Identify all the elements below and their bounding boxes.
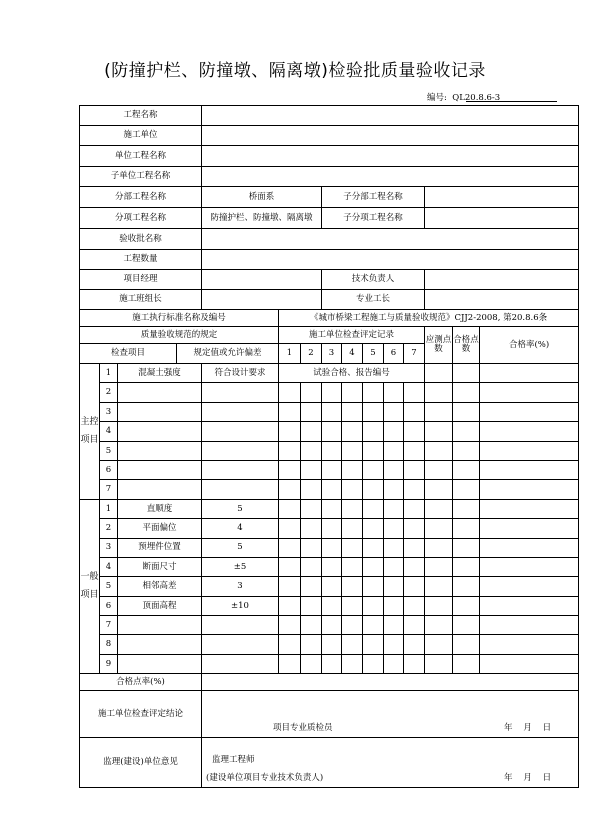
- check-cell[interactable]: [301, 422, 322, 441]
- check-cell[interactable]: [322, 499, 342, 518]
- spec-header: 质量验收规范的规定: [80, 327, 279, 344]
- check-cell[interactable]: [342, 402, 363, 421]
- pass-rate-label: 合格点率(%): [80, 674, 202, 691]
- supervision-row: [80, 738, 579, 788]
- check-cell[interactable]: [301, 441, 322, 460]
- unit-check-header: 施工单位检查评定记录: [279, 327, 425, 344]
- result-cell[interactable]: [453, 538, 480, 557]
- item-number: 6: [100, 460, 118, 479]
- check-cell[interactable]: [363, 499, 384, 518]
- check-cell[interactable]: [279, 519, 301, 538]
- division-project-value: 桥面系: [202, 187, 322, 208]
- pass-rate-header: 合格率(%): [480, 327, 579, 364]
- result-cell[interactable]: [453, 577, 480, 596]
- item-number: 6: [100, 596, 118, 615]
- item-name: 顶面高程: [118, 596, 202, 615]
- check-cell[interactable]: [363, 441, 384, 460]
- check-cell[interactable]: [363, 519, 384, 538]
- check-cell[interactable]: [404, 616, 425, 635]
- pass-points-header: 合格点数: [453, 327, 480, 364]
- result-cell[interactable]: [480, 383, 579, 402]
- item-number: 4: [100, 422, 118, 441]
- result-cell[interactable]: [480, 538, 579, 557]
- code-label: 编号:: [427, 93, 447, 103]
- project-manager-value[interactable]: [202, 270, 322, 290]
- item-name: [118, 402, 202, 421]
- result-cell[interactable]: [480, 422, 579, 441]
- check-cell[interactable]: [279, 577, 301, 596]
- result-cell[interactable]: [453, 402, 480, 421]
- tech-lead-value[interactable]: [425, 270, 579, 290]
- sub-item-label: 子分项工程名称: [322, 208, 425, 229]
- check-cell[interactable]: [279, 480, 301, 499]
- item-number: 4: [100, 557, 118, 576]
- general-group-label: 一般项目: [80, 499, 100, 674]
- check-cell[interactable]: [279, 499, 301, 518]
- item-number: 2: [100, 383, 118, 402]
- main-item-row: [80, 422, 579, 441]
- item-name: [118, 383, 202, 402]
- item-number: 1: [100, 364, 118, 383]
- result-cell[interactable]: [480, 654, 579, 673]
- check-cell[interactable]: [363, 480, 384, 499]
- item-tolerance: [202, 402, 279, 421]
- item-name: 断面尺寸: [118, 557, 202, 576]
- item-name: 相邻高差: [118, 577, 202, 596]
- check-cell[interactable]: [342, 577, 363, 596]
- check-cell[interactable]: [301, 460, 322, 479]
- check-col-header: 3: [322, 344, 342, 364]
- sub-unit-project-value[interactable]: [202, 167, 579, 187]
- result-cell[interactable]: [453, 422, 480, 441]
- item-tolerance: [202, 441, 279, 460]
- item-number: 2: [100, 519, 118, 538]
- result-cell[interactable]: [425, 422, 453, 441]
- check-cell[interactable]: [322, 557, 342, 576]
- division-project-label: 分部工程名称: [80, 187, 202, 208]
- result-cell[interactable]: [480, 460, 579, 479]
- unit-project-label: 单位工程名称: [80, 146, 202, 167]
- item-tolerance: ±10: [202, 596, 279, 615]
- item-number: 3: [100, 538, 118, 557]
- tolerance-header: 规定值或允许偏差: [177, 344, 279, 364]
- check-cell[interactable]: [404, 654, 425, 673]
- result-cell[interactable]: [453, 557, 480, 576]
- check-cell[interactable]: [404, 441, 425, 460]
- item-name: 直顺度: [118, 499, 202, 518]
- check-cell[interactable]: [363, 557, 384, 576]
- result-cell[interactable]: [425, 557, 453, 576]
- item-number: 7: [100, 480, 118, 499]
- check-col-header: 6: [384, 344, 404, 364]
- check-cell[interactable]: [363, 383, 384, 402]
- result-cell[interactable]: [425, 538, 453, 557]
- general-item-row: [80, 519, 579, 538]
- item-name: 平面偏位: [118, 519, 202, 538]
- check-cell[interactable]: [363, 596, 384, 615]
- foreman-value[interactable]: [425, 290, 579, 310]
- item-name: [118, 480, 202, 499]
- check-cell[interactable]: [342, 460, 363, 479]
- result-cell[interactable]: [425, 519, 453, 538]
- check-cell[interactable]: [363, 538, 384, 557]
- standard-value: 《城市桥梁工程施工与质量验收规范》CJJ2-2008, 第20.8.6条: [279, 310, 579, 327]
- check-cell[interactable]: [279, 635, 301, 654]
- check-cell[interactable]: [384, 383, 404, 402]
- main-item-row: [80, 383, 579, 402]
- check-cell[interactable]: [301, 538, 322, 557]
- check-cell[interactable]: [363, 635, 384, 654]
- check-cell[interactable]: [404, 596, 425, 615]
- check-cell[interactable]: [384, 616, 404, 635]
- item-tolerance: 5: [202, 538, 279, 557]
- check-cell[interactable]: [279, 596, 301, 615]
- quantity-value[interactable]: [202, 250, 579, 270]
- check-cell[interactable]: [342, 441, 363, 460]
- code-underline: [466, 101, 557, 102]
- sub-division-label: 子分部工程名称: [322, 187, 425, 208]
- check-cell[interactable]: [342, 538, 363, 557]
- result-cell[interactable]: [480, 635, 579, 654]
- result-cell[interactable]: [453, 654, 480, 673]
- item-tolerance: [202, 383, 279, 402]
- tech-lead-label: 技术负责人: [322, 270, 425, 290]
- owner-label: (建设单位项目专业技术负责人): [206, 773, 324, 784]
- item-number: 3: [100, 402, 118, 421]
- item-tolerance: 符合设计要求: [202, 364, 279, 383]
- quantity-label: 工程数量: [80, 250, 202, 270]
- supervision-label: 监理(建设)单位意见: [80, 738, 202, 788]
- item-tolerance: [202, 460, 279, 479]
- check-cell[interactable]: [279, 654, 301, 673]
- team-leader-value[interactable]: [202, 290, 322, 310]
- item-number: 9: [100, 654, 118, 673]
- check-cell[interactable]: [404, 499, 425, 518]
- check-cell[interactable]: [363, 422, 384, 441]
- check-cell[interactable]: [279, 460, 301, 479]
- conclusion-date: 年 月 日: [504, 723, 552, 734]
- item-name: 预埋件位置: [118, 538, 202, 557]
- result-cell[interactable]: [425, 383, 453, 402]
- item-tolerance: [202, 654, 279, 673]
- item-number: 5: [100, 577, 118, 596]
- check-cell[interactable]: [322, 441, 342, 460]
- sub-division-value[interactable]: [425, 187, 579, 208]
- project-manager-label: 项目经理: [80, 270, 202, 290]
- item-tolerance: [202, 422, 279, 441]
- check-cell[interactable]: [342, 596, 363, 615]
- result-cell[interactable]: [453, 616, 480, 635]
- inspector-label: 项目专业质检员: [273, 723, 333, 734]
- item-project-label: 分项工程名称: [80, 208, 202, 229]
- general-item-row: [80, 577, 579, 596]
- check-cell[interactable]: [279, 383, 301, 402]
- result-cell[interactable]: [425, 616, 453, 635]
- check-cell[interactable]: [384, 499, 404, 518]
- main-item-row: [80, 441, 579, 460]
- item-tolerance: [202, 635, 279, 654]
- check-cell[interactable]: [404, 402, 425, 421]
- check-cell[interactable]: [322, 616, 342, 635]
- check-cell[interactable]: [342, 519, 363, 538]
- result-cell[interactable]: [480, 499, 579, 518]
- general-item-row: [80, 635, 579, 654]
- check-cell[interactable]: [301, 616, 322, 635]
- general-item-row: [80, 596, 579, 615]
- general-item-row: [80, 538, 579, 557]
- item-tolerance: [202, 616, 279, 635]
- check-cell[interactable]: [322, 460, 342, 479]
- result-cell[interactable]: [425, 577, 453, 596]
- check-cell[interactable]: [279, 441, 301, 460]
- result-cell[interactable]: [425, 635, 453, 654]
- check-cell[interactable]: [301, 596, 322, 615]
- project-name-value[interactable]: [202, 106, 579, 126]
- check-cell[interactable]: [342, 635, 363, 654]
- check-cell[interactable]: [301, 519, 322, 538]
- result-cell[interactable]: [480, 364, 579, 383]
- item-number: 7: [100, 616, 118, 635]
- item-name: [118, 460, 202, 479]
- conclusion-label: 施工单位检查评定结论: [80, 691, 202, 738]
- result-cell[interactable]: [453, 441, 480, 460]
- result-cell[interactable]: [480, 616, 579, 635]
- check-cell[interactable]: [322, 538, 342, 557]
- item-name: [118, 654, 202, 673]
- check-cell[interactable]: [384, 557, 404, 576]
- construction-unit-label: 施工单位: [80, 126, 202, 146]
- item-name: [118, 422, 202, 441]
- check-cell[interactable]: [279, 422, 301, 441]
- general-item-row: [80, 654, 579, 673]
- check-cell[interactable]: [342, 383, 363, 402]
- check-cell[interactable]: [301, 654, 322, 673]
- check-col-header: 2: [301, 344, 322, 364]
- result-cell[interactable]: [480, 519, 579, 538]
- conclusion-area[interactable]: [202, 691, 579, 738]
- project-name-label: 工程名称: [80, 106, 202, 126]
- check-cell[interactable]: [404, 383, 425, 402]
- check-cell[interactable]: [322, 383, 342, 402]
- pass-rate-row: [80, 674, 579, 691]
- check-cell[interactable]: [301, 383, 322, 402]
- general-item-row: [80, 616, 579, 635]
- result-cell[interactable]: [453, 596, 480, 615]
- check-cell[interactable]: [384, 441, 404, 460]
- check-cell[interactable]: [384, 596, 404, 615]
- general-item-row: [80, 557, 579, 576]
- check-cell[interactable]: [404, 635, 425, 654]
- check-cell[interactable]: [384, 635, 404, 654]
- item-tolerance: [202, 480, 279, 499]
- general-item-row: [80, 499, 579, 518]
- check-cell[interactable]: [322, 480, 342, 499]
- check-cell[interactable]: [342, 557, 363, 576]
- check-cell[interactable]: [384, 422, 404, 441]
- result-cell[interactable]: [480, 402, 579, 421]
- check-cell[interactable]: [301, 577, 322, 596]
- item-tolerance: 4: [202, 519, 279, 538]
- check-cell[interactable]: [322, 596, 342, 615]
- check-cell[interactable]: [322, 654, 342, 673]
- conclusion-row: [80, 691, 579, 738]
- standard-label: 施工执行标准名称及编号: [80, 310, 279, 327]
- item-name: [118, 441, 202, 460]
- check-cell[interactable]: [322, 519, 342, 538]
- check-cell[interactable]: [279, 557, 301, 576]
- item-tolerance: 3: [202, 577, 279, 596]
- result-cell[interactable]: [453, 635, 480, 654]
- item-record: 试验合格、报告编号: [279, 364, 425, 383]
- check-cell[interactable]: [363, 616, 384, 635]
- main-group-label: 主控项目: [80, 364, 100, 500]
- item-tolerance: ±5: [202, 557, 279, 576]
- main-item-row: [80, 480, 579, 499]
- batch-name-value[interactable]: [202, 229, 579, 250]
- check-cell[interactable]: [342, 616, 363, 635]
- check-cell[interactable]: [301, 635, 322, 654]
- result-cell[interactable]: [425, 441, 453, 460]
- check-cell[interactable]: [363, 654, 384, 673]
- should-points-header: 应测点数: [425, 327, 453, 364]
- check-col-header: 5: [363, 344, 384, 364]
- result-cell[interactable]: [425, 480, 453, 499]
- check-cell[interactable]: [363, 460, 384, 479]
- check-col-header: 4: [342, 344, 363, 364]
- check-cell[interactable]: [384, 480, 404, 499]
- check-cell[interactable]: [342, 654, 363, 673]
- result-cell[interactable]: [480, 480, 579, 499]
- check-col-header: 7: [404, 344, 425, 364]
- unit-project-value[interactable]: [202, 146, 579, 167]
- foreman-label: 专业工长: [322, 290, 425, 310]
- inspection-table: [79, 105, 579, 788]
- check-cell[interactable]: [279, 538, 301, 557]
- check-cell[interactable]: [363, 402, 384, 421]
- item-number: 5: [100, 441, 118, 460]
- result-cell[interactable]: [453, 383, 480, 402]
- check-cell[interactable]: [404, 480, 425, 499]
- result-cell[interactable]: [425, 596, 453, 615]
- check-cell[interactable]: [322, 402, 342, 421]
- result-cell[interactable]: [453, 499, 480, 518]
- check-cell[interactable]: [279, 402, 301, 421]
- result-cell[interactable]: [453, 519, 480, 538]
- check-cell[interactable]: [404, 422, 425, 441]
- check-cell[interactable]: [322, 422, 342, 441]
- item-project-value: 防撞护栏、防撞墩、隔离墩: [202, 208, 322, 229]
- check-col-header: 1: [279, 344, 301, 364]
- team-leader-label: 施工班组长: [80, 290, 202, 310]
- result-cell[interactable]: [453, 460, 480, 479]
- result-cell[interactable]: [453, 364, 480, 383]
- check-item-header: 检查项目: [80, 344, 177, 364]
- sub-item-value[interactable]: [425, 208, 579, 229]
- check-cell[interactable]: [384, 402, 404, 421]
- check-cell[interactable]: [301, 499, 322, 518]
- main-item-row: [80, 460, 579, 479]
- item-name: 混凝土强度: [118, 364, 202, 383]
- check-cell[interactable]: [404, 460, 425, 479]
- check-cell[interactable]: [384, 519, 404, 538]
- check-cell[interactable]: [404, 519, 425, 538]
- result-cell[interactable]: [425, 654, 453, 673]
- batch-name-label: 验收批名称: [80, 229, 202, 250]
- check-cell[interactable]: [342, 480, 363, 499]
- check-cell[interactable]: [322, 577, 342, 596]
- check-cell[interactable]: [301, 480, 322, 499]
- check-cell[interactable]: [384, 654, 404, 673]
- result-cell[interactable]: [425, 460, 453, 479]
- check-cell[interactable]: [384, 460, 404, 479]
- page-title: (防撞护栏、防撞墩、隔离墩)检验批质量验收记录: [104, 61, 486, 81]
- check-cell[interactable]: [342, 499, 363, 518]
- result-cell[interactable]: [425, 499, 453, 518]
- engineer-label: 监理工程师: [212, 755, 255, 766]
- check-cell[interactable]: [404, 538, 425, 557]
- result-cell[interactable]: [480, 596, 579, 615]
- check-cell[interactable]: [404, 557, 425, 576]
- result-cell[interactable]: [425, 364, 453, 383]
- code-value: QL20.8.6-3: [452, 93, 501, 103]
- result-cell[interactable]: [480, 441, 579, 460]
- construction-unit-value[interactable]: [202, 126, 579, 146]
- main-item-row: [80, 364, 579, 383]
- result-cell[interactable]: [453, 480, 480, 499]
- check-cell[interactable]: [342, 422, 363, 441]
- check-cell[interactable]: [363, 577, 384, 596]
- pass-rate-value[interactable]: [202, 674, 579, 691]
- supervision-area[interactable]: [202, 738, 579, 788]
- check-cell[interactable]: [301, 557, 322, 576]
- item-tolerance: 5: [202, 499, 279, 518]
- sub-unit-project-label: 子单位工程名称: [80, 167, 202, 187]
- result-cell[interactable]: [480, 577, 579, 596]
- check-cell[interactable]: [322, 635, 342, 654]
- result-cell[interactable]: [425, 402, 453, 421]
- check-cell[interactable]: [404, 577, 425, 596]
- item-number: 8: [100, 635, 118, 654]
- check-cell[interactable]: [384, 538, 404, 557]
- supervision-date: 年 月 日: [504, 773, 552, 784]
- item-name: [118, 616, 202, 635]
- check-cell[interactable]: [301, 402, 322, 421]
- main-item-row: [80, 402, 579, 421]
- item-number: 1: [100, 499, 118, 518]
- item-name: [118, 635, 202, 654]
- check-cell[interactable]: [384, 577, 404, 596]
- check-cell[interactable]: [279, 616, 301, 635]
- result-cell[interactable]: [480, 557, 579, 576]
